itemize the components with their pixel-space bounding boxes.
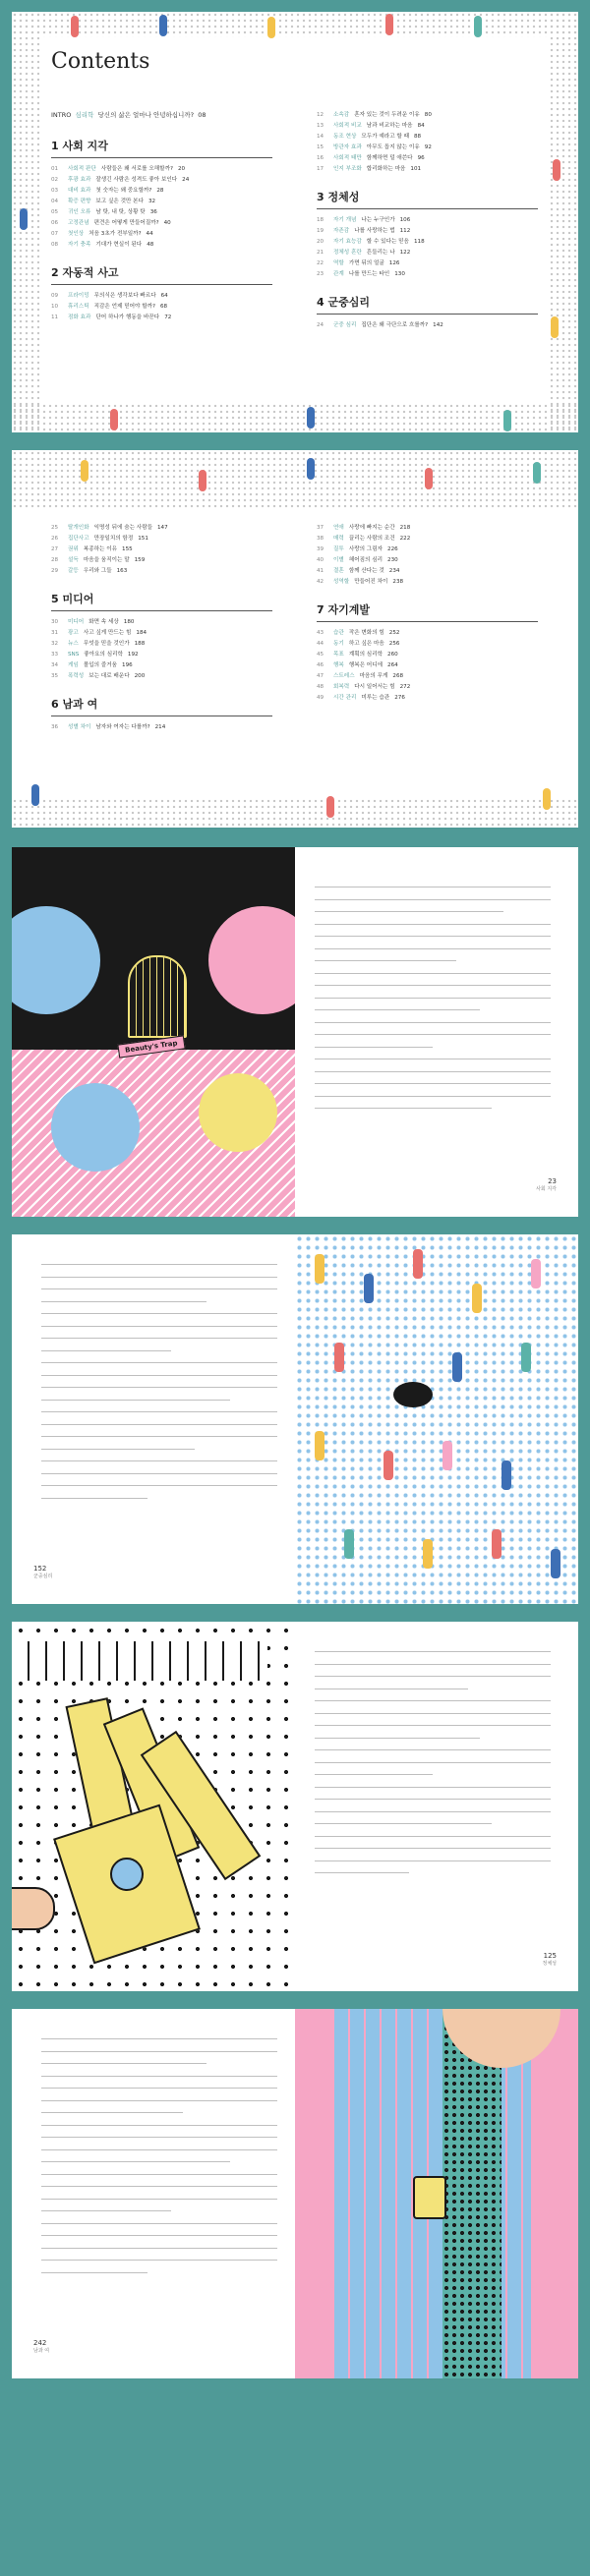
toc-entry [51,722,272,733]
page-number: 152 군중심리 [33,1565,53,1579]
toc-entry-tag: 점화 효과 [68,315,91,320]
toc-entry-number: 25 [51,525,59,531]
toc-entry-number: 32 [51,641,59,647]
toc-entry-title: 무의식은 생각보다 빠르다 [93,293,156,299]
toc-entry-tag: 자존감 [333,228,350,234]
toc-entry-page: 230 [387,557,398,563]
toc-entry-title: 다시 일어서는 힘 [354,684,395,690]
toc-entry-number: 45 [317,652,324,658]
toc-entry-tag: 사회적 비교 [333,123,362,129]
toc-column-right [317,110,538,345]
toc-entry-tag: 후광 효과 [68,177,91,183]
toc-entry-title: 남자와 여자는 다를까? [95,724,150,730]
toc-entry-title: 계획의 심리학 [348,652,384,658]
toc-entry [317,650,538,660]
toc-entry-tag: 결혼 [333,568,344,574]
toc-list [317,215,538,280]
toc-entry-title: 좋아요의 심리학 [84,652,123,658]
toc-entry [51,555,272,566]
toc-entry-tag: 연애 [333,525,344,531]
toc-entry-page: 196 [122,662,133,668]
toc-entry-number: 30 [51,619,59,625]
toc-entry-title: 복종하는 이유 [83,546,118,552]
toc-entry [51,534,272,544]
toc-entry-tag: 권위 [68,546,79,552]
toc-entry [51,566,272,577]
toc-entry [51,650,272,660]
contents-page-2 [12,450,578,828]
toc-entry-title: 남 탓, 내 탓, 상황 탓 [95,209,146,215]
toc-entry-title: 화면 속 세상 [88,619,119,625]
toc-entry-title: 잘생긴 사람은 성격도 좋아 보인다 [95,177,178,183]
page-number: 242 남과 여 [33,2339,50,2354]
birdcage-icon [128,955,187,1038]
toc-entry [317,682,538,693]
toc-entry-title: 단어 하나가 행동을 바꾼다 [95,315,160,320]
toc-entry-title: 편견은 어떻게 만들어질까? [93,220,159,226]
toc-entry-title: 기대가 현실이 된다 [95,242,143,248]
toc-entry-title: 만장일치의 함정 [93,536,134,542]
toc-entry-tag: 이별 [333,557,344,563]
toc-entry-number: 43 [317,630,324,636]
toc-entry-title: 모두가 예라고 할 때 [361,134,409,140]
toc-entry-number: 21 [317,250,324,256]
toc-entry [51,617,272,628]
toc-entry-page: 32 [148,199,156,204]
toc-list [51,291,272,323]
toc-entry-page: 234 [388,568,400,574]
body-text [41,1264,277,1510]
toc-entry-tag: 갈등 [68,568,79,574]
toc-entry-title: 만들어진 차이 [354,579,388,585]
toc-entry [317,660,538,671]
toc-entry-number: 05 [51,209,59,215]
toc-entry-page: 163 [116,568,128,574]
page-title: Contents [51,49,150,74]
toc-entry-tag: 탈개인화 [68,525,89,531]
toc-entry-tag: 성역할 [333,579,350,585]
toc-entry-page: 126 [388,260,400,266]
toc-entry-page: 40 [163,220,171,226]
spread-1 [12,847,578,1217]
toc-entry-tag: 집단사고 [68,536,89,542]
toc-entry-tag: 인지 부조화 [333,166,362,172]
toc-entry-page: 180 [123,619,135,625]
toc-entry-page: 101 [410,166,422,172]
toc-entry-tag: 역할 [333,260,344,266]
toc-entry-page: 92 [424,144,432,150]
toc-entry-tag: 회복력 [333,684,350,690]
illustration-birds-cage [12,847,295,1217]
toc-entry-page: 80 [424,112,432,118]
toc-entry-page: 118 [413,239,425,245]
toc-entry-title: 사람들은 왜 서로를 오해할까? [100,166,173,172]
toc-entry-number: 04 [51,199,59,204]
toc-entry-number: 27 [51,546,59,552]
toc-entry-number: 33 [51,652,59,658]
toc-entry-tag: 자기 효능감 [333,239,362,245]
toc-entry-page: 184 [136,630,148,636]
toc-entry-title: 행복은 어디에 [348,662,384,668]
toc-entry [51,175,272,186]
toc-entry-number: 42 [317,579,324,585]
toc-entry-page: 142 [433,322,443,328]
toc-entry-number: 49 [317,695,324,701]
toc-entry-title: 헤어짐의 심리 [348,557,384,563]
toc-entry-tag: 휴리스틱 [68,304,89,310]
toc-entry-tag: 질투 [333,546,344,552]
toc-entry [317,693,538,704]
toc-entry-number: 41 [317,568,324,574]
section-heading: 6 남과 여 [51,696,272,716]
body-text [315,887,551,1120]
toc-entry-page: 68 [159,304,168,310]
toc-entry-title: 직감은 언제 믿어야 할까? [93,304,155,310]
illustration-crowd [295,1234,578,1604]
toc-entry-tag: 자기 개념 [333,217,357,223]
section-heading: 4 군중심리 [317,294,538,315]
toc-entry-number: 03 [51,188,59,194]
toc-entry [317,555,538,566]
section-heading: 3 정체성 [317,189,538,209]
toc-entry-tag: 뉴스 [68,641,79,647]
toc-entry-number: 35 [51,673,59,679]
spread-4 [12,2009,578,2378]
section-heading: 2 자동적 사고 [51,264,272,285]
toc-entry-title: 몰입의 즐거움 [83,662,118,668]
toc-entry-number: 13 [317,123,324,129]
toc-entry-page: 44 [146,231,153,237]
toc-entry-tag: 군중 심리 [333,322,357,328]
toc-entry-title: 아무도 돕지 않는 이유 [366,144,420,150]
toc-entry [51,240,272,251]
toc-entry [51,671,272,682]
toc-entry-page: 122 [399,250,411,256]
toc-entry [317,269,538,280]
toc-entry-page: 130 [394,271,405,277]
toc-entry-title: 함께하면 덜 애쓴다 [366,155,413,161]
toc-entry [317,320,538,331]
toc-entry-number: 01 [51,166,59,172]
toc-entry [317,164,538,175]
toc-entry [51,186,272,197]
toc-entry-title: 흔들리는 나 [366,250,395,256]
toc-entry-title: 우리와 그들 [83,568,112,574]
toc-entry-title: 사랑에 빠지는 순간 [348,525,395,531]
toc-entry-number: 46 [317,662,324,668]
toc-entry [317,258,538,269]
toc-entry-page: 256 [388,641,400,647]
toc-entry-tag: 관계 [333,271,344,277]
toc-entry-tag: 광고 [68,630,79,636]
toc-entry-page: 268 [392,673,404,679]
toc-entry-tag: 동기 [333,641,344,647]
toc-entry-page: 106 [399,217,411,223]
toc-entry [51,628,272,639]
dot-pattern-top [12,450,578,509]
toc-entry-page: 188 [134,641,146,647]
section-heading: 5 미디어 [51,591,272,611]
toc-entry-tag: 목표 [333,652,344,658]
toc-entry-page: 20 [177,166,186,172]
toc-entry-page: 28 [156,188,164,194]
toc-entry-page: 88 [413,134,422,140]
toc-entry [51,164,272,175]
toc-entry-number: 17 [317,166,324,172]
toc-entry-tag: 확증 편향 [68,199,91,204]
toc-entry-tag: 스트레스 [333,673,355,679]
toc-entry-title: 나는 누구인가 [361,217,395,223]
toc-entry-tag: 방관자 효과 [333,144,362,150]
toc-entry-number: 47 [317,673,324,679]
toc-entry-number: 11 [51,315,59,320]
toc-entry-title: 혼자 있는 것이 두려운 이유 [354,112,420,118]
toc-entry-tag: 소속감 [333,112,350,118]
toc-entry-title: 가면 뒤의 얼굴 [348,260,384,266]
toc-entry-number: 40 [317,557,324,563]
toc-entry-tag: 귀인 오류 [68,209,91,215]
toc-entry [51,660,272,671]
toc-entry-title: 보고 싶은 것만 본다 [95,199,144,204]
toc-entry-tag: 프라이밍 [68,293,89,299]
toc-entry [51,544,272,555]
toc-entry-page: 200 [134,673,146,679]
toc-entry [317,110,538,121]
dot-pattern-top [12,12,578,37]
toc-entry-number: 38 [317,536,324,542]
toc-list [51,617,272,682]
toc-entry-number: 09 [51,293,59,299]
toc-entry-number: 10 [51,304,59,310]
toc-list [317,110,538,175]
toc-entry [317,226,538,237]
toc-entry-title: 미루는 습관 [361,695,390,701]
toc-entry-number: 28 [51,557,59,563]
dot-pattern-bottom [12,798,578,828]
toc-entry [51,291,272,302]
toc-entry-tag: 습관 [333,630,344,636]
toc-entry [317,534,538,544]
toc-entry-number: 02 [51,177,59,183]
toc-entry [317,248,538,258]
toc-entry-page: 222 [399,536,411,542]
toc-entry-title: 보는 대로 배운다 [88,673,130,679]
toc-entry-page: 151 [138,536,148,542]
toc-entry-number: 12 [317,112,324,118]
toc-entry-page: 252 [388,630,400,636]
toc-entry [317,215,538,226]
toc-entry-title: 집단은 왜 극단으로 흐를까? [361,322,429,328]
toc-entry-title: 첫 숫자는 왜 중요할까? [95,188,152,194]
toc-entry-title: 처음 3초가 전부일까? [88,231,142,237]
toc-entry-number: 14 [317,134,324,140]
toc-entry [317,577,538,588]
toc-entry-tag: 정체성 혼란 [333,250,362,256]
page-number: 23 사회 지각 [536,1177,557,1192]
toc-entry-tag: 사회적 판단 [68,166,96,172]
face-icon [110,1858,144,1891]
toc-entry-title: 사고 싶게 만드는 힘 [83,630,132,636]
toc-entry [317,153,538,164]
toc-entry-title: 마음의 무게 [359,673,388,679]
toc-entry-page: 72 [164,315,172,320]
toc-list [51,523,272,577]
toc-entry-tag: 미디어 [68,619,85,625]
toc-entry-page: 48 [147,242,154,248]
toc-entry-number: 16 [317,155,324,161]
toc-entry-page: 226 [387,546,398,552]
body-text [315,1651,551,1885]
toc-entry-page: 192 [127,652,139,658]
toc-column-left [51,523,272,747]
toc-entry-tag: 매력 [333,536,344,542]
toc-entry-tag: 대비 효과 [68,188,91,194]
toc-entry-number: 37 [317,525,324,531]
toc-entry-page: 276 [394,695,405,701]
toc-entry-page: 214 [154,724,166,730]
toc-entry-number: 31 [51,630,59,636]
toc-entry-number: 23 [317,271,324,277]
contents-page-1 [12,12,578,432]
toc-entry-number: 36 [51,724,59,730]
toc-entry-page: 96 [417,155,425,161]
toc-entry-page: 84 [417,123,425,129]
intro-line: INTRO 심리학 당신의 삶은 얼마나 안녕하십니까? 08 [51,111,206,119]
toc-entry-tag: 시간 관리 [333,695,357,701]
toc-column-right [317,523,538,717]
spread-2 [12,1234,578,1604]
toc-entry-title: 하고 싶은 마음 [348,641,384,647]
toc-entry [317,143,538,153]
toc-entry [51,302,272,313]
toc-entry [51,218,272,229]
toc-entry-number: 24 [317,322,324,328]
toc-entry-number: 18 [317,217,324,223]
page-number: 125 정체성 [542,1952,557,1967]
toc-entry [317,566,538,577]
toc-entry-number: 29 [51,568,59,574]
dot-pattern-bottom [12,403,578,432]
toc-entry-page: 24 [182,177,190,183]
toc-entry-tag: 동조 현상 [333,134,357,140]
toc-entry-number: 22 [317,260,324,266]
toc-entry [51,229,272,240]
toc-entry-tag: 성별 차이 [68,724,91,730]
toc-entry [51,523,272,534]
toc-entry-number: 19 [317,228,324,234]
toc-entry-number: 07 [51,231,59,237]
toc-entry [317,237,538,248]
toc-list [317,628,538,704]
toc-entry [51,313,272,323]
toc-entry-number: 06 [51,220,59,226]
toc-entry-number: 48 [317,684,324,690]
toc-entry-title: 사랑의 그림자 [348,546,384,552]
toc-entry-page: 218 [399,525,411,531]
toc-entry-tag: 사회적 태만 [333,155,362,161]
cage-sign: Beauty's Trap [117,1035,185,1058]
toc-entry-title: 작은 변화의 힘 [348,630,384,636]
toc-entry-tag: 설득 [68,557,79,563]
toc-entry-title: 합리화하는 마음 [366,166,406,172]
toc-entry [317,544,538,555]
toc-entry-title: 남과 비교하는 마음 [366,123,413,129]
toc-entry-page: 64 [160,293,168,299]
toc-entry-tag: 자기 충족 [68,242,91,248]
toc-entry-number: 15 [317,144,324,150]
illustration-dominoes [12,1622,295,1991]
toc-list [317,320,538,331]
toc-entry-page: 112 [399,228,411,234]
toc-entry-title: 함께 산다는 것 [348,568,384,574]
toc-entry [51,207,272,218]
toc-entry [317,671,538,682]
illustration-giant-and-reader [295,2009,578,2378]
section-heading: 1 사회 지각 [51,138,272,158]
toc-entry-page: 155 [122,546,133,552]
toc-column-left [51,138,272,337]
toc-entry [317,121,538,132]
toc-entry-tag: 게임 [68,662,79,668]
body-text [41,2038,277,2284]
toc-entry-tag: 폭력성 [68,673,85,679]
toc-entry-title: 마음을 움직이는 말 [83,557,130,563]
toc-entry [317,639,538,650]
toc-entry-number: 39 [317,546,324,552]
toc-list [317,523,538,588]
spread-3 [12,1622,578,1991]
toc-list [51,722,272,733]
toc-entry [317,132,538,143]
toc-list [51,164,272,251]
toc-entry-page: 238 [392,579,404,585]
toc-entry [51,197,272,207]
toc-entry-number: 34 [51,662,59,668]
toc-entry-title: 나를 만드는 타인 [348,271,390,277]
toc-entry [51,639,272,650]
toc-entry-number: 26 [51,536,59,542]
toc-entry-page: 159 [134,557,146,563]
toc-entry-number: 08 [51,242,59,248]
toc-entry-tag: SNS [68,652,80,658]
toc-entry-number: 20 [317,239,324,245]
dot-pattern-right [549,12,578,432]
toc-entry-page: 147 [157,525,168,531]
toc-entry-number: 44 [317,641,324,647]
toc-entry [317,523,538,534]
toc-entry-page: 260 [387,652,398,658]
toc-entry-title: 끌리는 사람의 조건 [348,536,395,542]
toc-entry-page: 264 [387,662,398,668]
toc-entry-title: 할 수 있다는 믿음 [366,239,409,245]
toc-entry [317,628,538,639]
toc-entry-tag: 고정관념 [68,220,89,226]
toc-entry-title: 무엇을 믿을 것인가 [83,641,130,647]
reading-person-icon [413,2176,446,2219]
toc-entry-tag: 행복 [333,662,344,668]
toc-entry-title: 나를 사랑하는 법 [354,228,395,234]
toc-entry-page: 36 [149,209,157,215]
section-heading: 7 자기계발 [317,601,538,622]
toc-entry-title: 익명성 뒤에 숨는 사람들 [93,525,152,531]
toc-entry-tag: 첫인상 [68,231,85,237]
toc-entry-page: 272 [399,684,411,690]
